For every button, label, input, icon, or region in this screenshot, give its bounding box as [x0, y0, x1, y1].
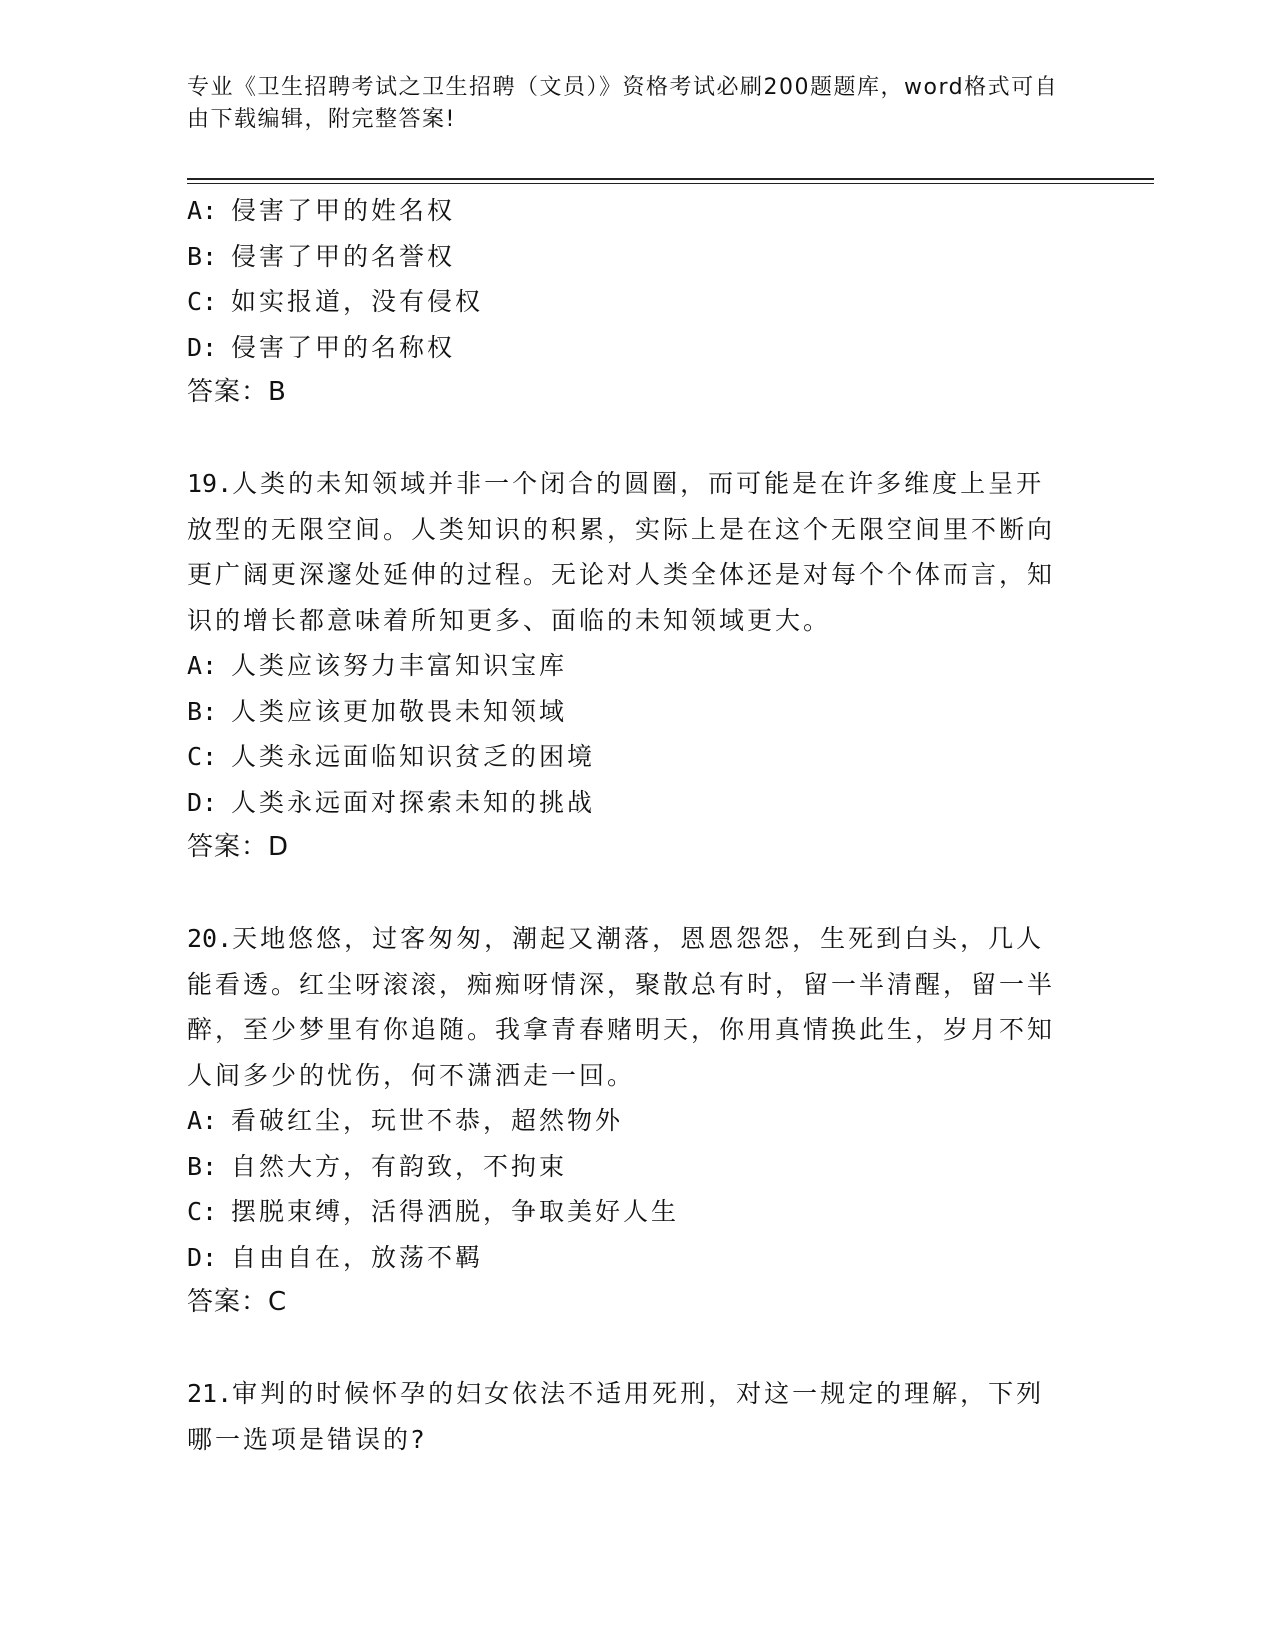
option-text: 自由自在，放荡不羁 [231, 1242, 484, 1272]
option-text: 侵害了甲的名称权 [231, 332, 456, 362]
question-stem [187, 916, 1067, 1098]
option-d [187, 325, 1067, 371]
option-text: 人类应该努力丰富知识宝库 [231, 651, 568, 680]
option-key: C: [187, 742, 218, 771]
question-20 [187, 916, 1067, 1326]
document-body [187, 188, 1067, 1462]
option-b [187, 689, 1067, 735]
question-19 [187, 461, 1067, 871]
option-a [187, 188, 1067, 234]
spacer [187, 416, 1067, 462]
option-text: 人类永远面临知识贫乏的困境 [231, 742, 596, 771]
option-text: 侵害了甲的名誉权 [231, 241, 456, 271]
option-text: 如实报道，没有侵权 [231, 287, 484, 316]
option-b [187, 1144, 1067, 1190]
option-text: 看破红尘，玩世不恭，超然物外 [231, 1106, 624, 1135]
option-key: A: [187, 196, 218, 225]
option-key: B: [187, 241, 218, 271]
header-divider [187, 178, 1154, 184]
option-text: 人类永远面对探索未知的挑战 [231, 787, 596, 817]
question-number: 21. [187, 1379, 233, 1408]
option-key: C: [187, 1197, 218, 1226]
option-key: D: [187, 1242, 218, 1272]
option-c [187, 734, 1067, 780]
question-text: 审判的时候怀孕的妇女依法不适用死刑，对这一规定的理解，下列哪一选项是错误的? [187, 1379, 1045, 1454]
option-text: 摆脱束缚，活得洒脱，争取美好人生 [231, 1197, 680, 1226]
option-key: A: [187, 1106, 218, 1135]
header-title: 专业《卫生招聘考试之卫生招聘（文员）》资格考试必刷200题题库，word格式可自由下载编辑，附完整答案! [187, 75, 1059, 132]
answer-line: 答案：D [187, 832, 290, 862]
option-d [187, 780, 1067, 826]
option-key: B: [187, 1151, 218, 1181]
question-stem [187, 461, 1067, 643]
question-text: 人类的未知领域并非一个闭合的圆圈，而可能是在许多维度上呈开放型的无限空间。人类知识的积累，实际上是在这个无限空间里不断向更广阔更深邃处延伸的过程。无论对人类全体还是对每个个体而言，知识的增长都意味着所知更多、面临的未知领域更大。 [187, 469, 1056, 635]
question-21 [187, 1371, 1067, 1462]
spacer [187, 1326, 1067, 1372]
question-number: 19. [187, 469, 233, 498]
option-b [187, 234, 1067, 280]
option-key: D: [187, 787, 218, 817]
question-number: 20. [187, 924, 233, 953]
option-text: 人类应该更加敬畏未知领域 [231, 696, 568, 726]
option-key: C: [187, 287, 218, 316]
option-text: 自然大方，有韵致，不拘束 [231, 1151, 568, 1181]
option-key: D: [187, 332, 218, 362]
option-a [187, 643, 1067, 689]
option-d [187, 1235, 1067, 1281]
question-18 [187, 188, 1067, 416]
spacer [187, 871, 1067, 917]
option-key: A: [187, 651, 218, 680]
answer-line: 答案：C [187, 1287, 288, 1317]
question-stem [187, 1371, 1067, 1462]
option-c [187, 1189, 1067, 1235]
option-text: 侵害了甲的姓名权 [231, 196, 456, 225]
option-c [187, 279, 1067, 325]
option-key: B: [187, 696, 218, 726]
document-header [187, 72, 1067, 136]
question-text: 天地悠悠，过客匆匆，潮起又潮落，恩恩怨怨，生死到白头，几人能看透。红尘呀滚滚，痴痴呀情深，聚散总有时，留一半清醒，留一半醉，至少梦里有你追随。我拿青春赌明天，你用真情换此生，岁月不知人间多少的忧伤，何不潇洒走一回。 [187, 924, 1056, 1090]
option-a [187, 1098, 1067, 1144]
answer-line: 答案：B [187, 377, 287, 407]
